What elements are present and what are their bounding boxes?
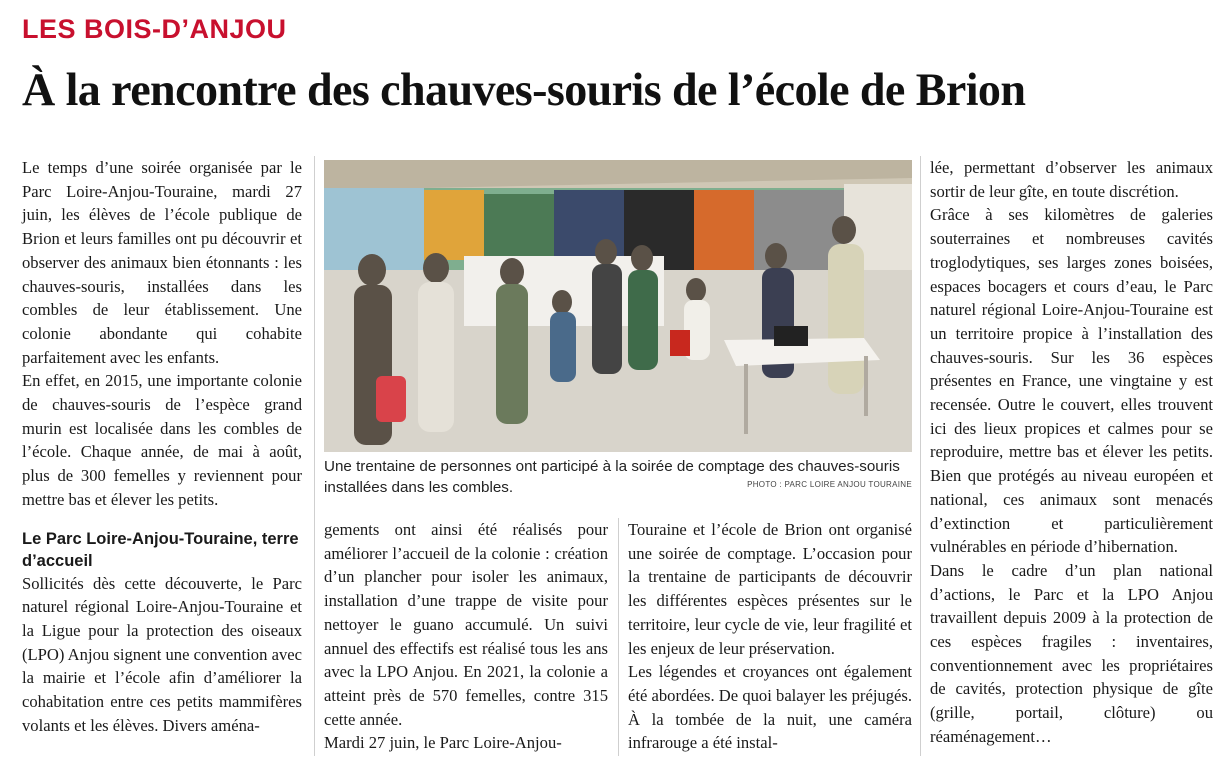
section-kicker: LES BOIS-D’ANJOU bbox=[22, 14, 287, 44]
paragraph: gements ont ainsi été réalisés pour améliorer l’accueil de la colonie : création d’un plancher pour isoler les animaux, installation d’une trappe de visite pour nettoyer le guano accumulé. Un suivi annuel des effectifs est réalisé tous les ans avec la LPO Anjou. En 2021, la colonie a atteint près de 570 femelles, contre 315 cette année. bbox=[324, 520, 608, 729]
paragraph: Dans le cadre d’un plan national d’actions, le Parc et la LPO Anjou travaillent depuis 2009 à la protection de ces espèces fragiles : inventaires, conventionnement avec les propriétaires de cavités, protection physique de gîte (grille, portail, clôture) ou réaménagement… bbox=[930, 560, 1213, 746]
column-2 bbox=[324, 518, 608, 755]
paragraph: Grâce à ses kilomètres de galeries souterraines et nombreuses cavités troglodytiques, ses larges zones boisées, espaces bocagers et cours d’eau, le Parc naturel régional Loire-Anjou-Touraine est un territoire propice à l’installation des chauves-souris. Sur les 36 espèces présentes en France, une vingtaine y est recensée. Outre le couvert, elles trouvent ici des lieux propices et calmes pour se reproduire, mettre bas et élever les petits. Bien que protégés au niveau européen et national, ces animaux sont menacés d’extinction et particulièrement vulnérables en période d’hibernation. bbox=[930, 205, 1213, 557]
photo-caption-block bbox=[324, 456, 912, 498]
paragraph: En effet, en 2015, une importante colonie de chauves-souris de l’espèce grand murin est localisée dans les combles de l’école. Chaque année, de mai à août, plus de 300 femelles y reviennent pour mettre bas et élever les petits. bbox=[22, 371, 302, 509]
paragraph: Mardi 27 juin, le Parc Loire-Anjou- bbox=[324, 733, 562, 753]
column-4 bbox=[930, 156, 1213, 749]
paragraph: Le temps d’une soirée organisée par le Parc Loire-Anjou-Touraine, mardi 27 juin, les élèves de l’école publique de Brion et leurs familles ont pu découvrir et observer des animaux bien étonnants : les chauves-souris, installées dans les combles de leur établissement. Une colonie abondante qui cohabite parfaitement avec les enfants. bbox=[22, 158, 302, 367]
column-1 bbox=[22, 156, 302, 737]
column-divider bbox=[314, 156, 315, 756]
photo-credit: PHOTO : PARC LOIRE ANJOU TOURAINE bbox=[747, 480, 912, 489]
column-divider bbox=[618, 518, 619, 756]
subheading: Le Parc Loire-Anjou-Touraine, terre d’accueil bbox=[22, 529, 299, 570]
paragraph: Les légendes et croyances ont également été abordées. De quoi balayer les préjugés. À la tombée de la nuit, une caméra infrarouge a été instal- bbox=[628, 662, 912, 753]
paragraph: lée, permettant d’observer les animaux sortir de leur gîte, en toute discrétion. bbox=[930, 158, 1213, 201]
article-headline: À la rencontre des chauves-souris de l’école de Brion bbox=[22, 64, 1026, 116]
photo-caption: Une trentaine de personnes ont participé à la soirée de comptage des chauves-souris installées dans les combles. bbox=[324, 458, 900, 496]
paragraph: Sollicités dès cette découverte, le Parc naturel régional Loire-Anjou-Touraine et la Ligue pour la protection des oiseaux (LPO) Anjou signent une convention avec la mairie et l’école afin d’améliorer la cohabitation entre ces petits mammifères volants et les élèves. Divers aména- bbox=[22, 573, 302, 735]
column-3 bbox=[628, 518, 912, 755]
column-divider bbox=[920, 156, 921, 756]
paragraph: Touraine et l’école de Brion ont organisé une soirée de comptage. L’occasion pour la trentaine de participants de découvrir les différentes espèces présentes sur le territoire, leur cycle de vie, leur fragilité et les enjeux de leur préservation. bbox=[628, 520, 912, 658]
photo-illustration bbox=[324, 160, 912, 452]
article-photo bbox=[324, 160, 912, 452]
